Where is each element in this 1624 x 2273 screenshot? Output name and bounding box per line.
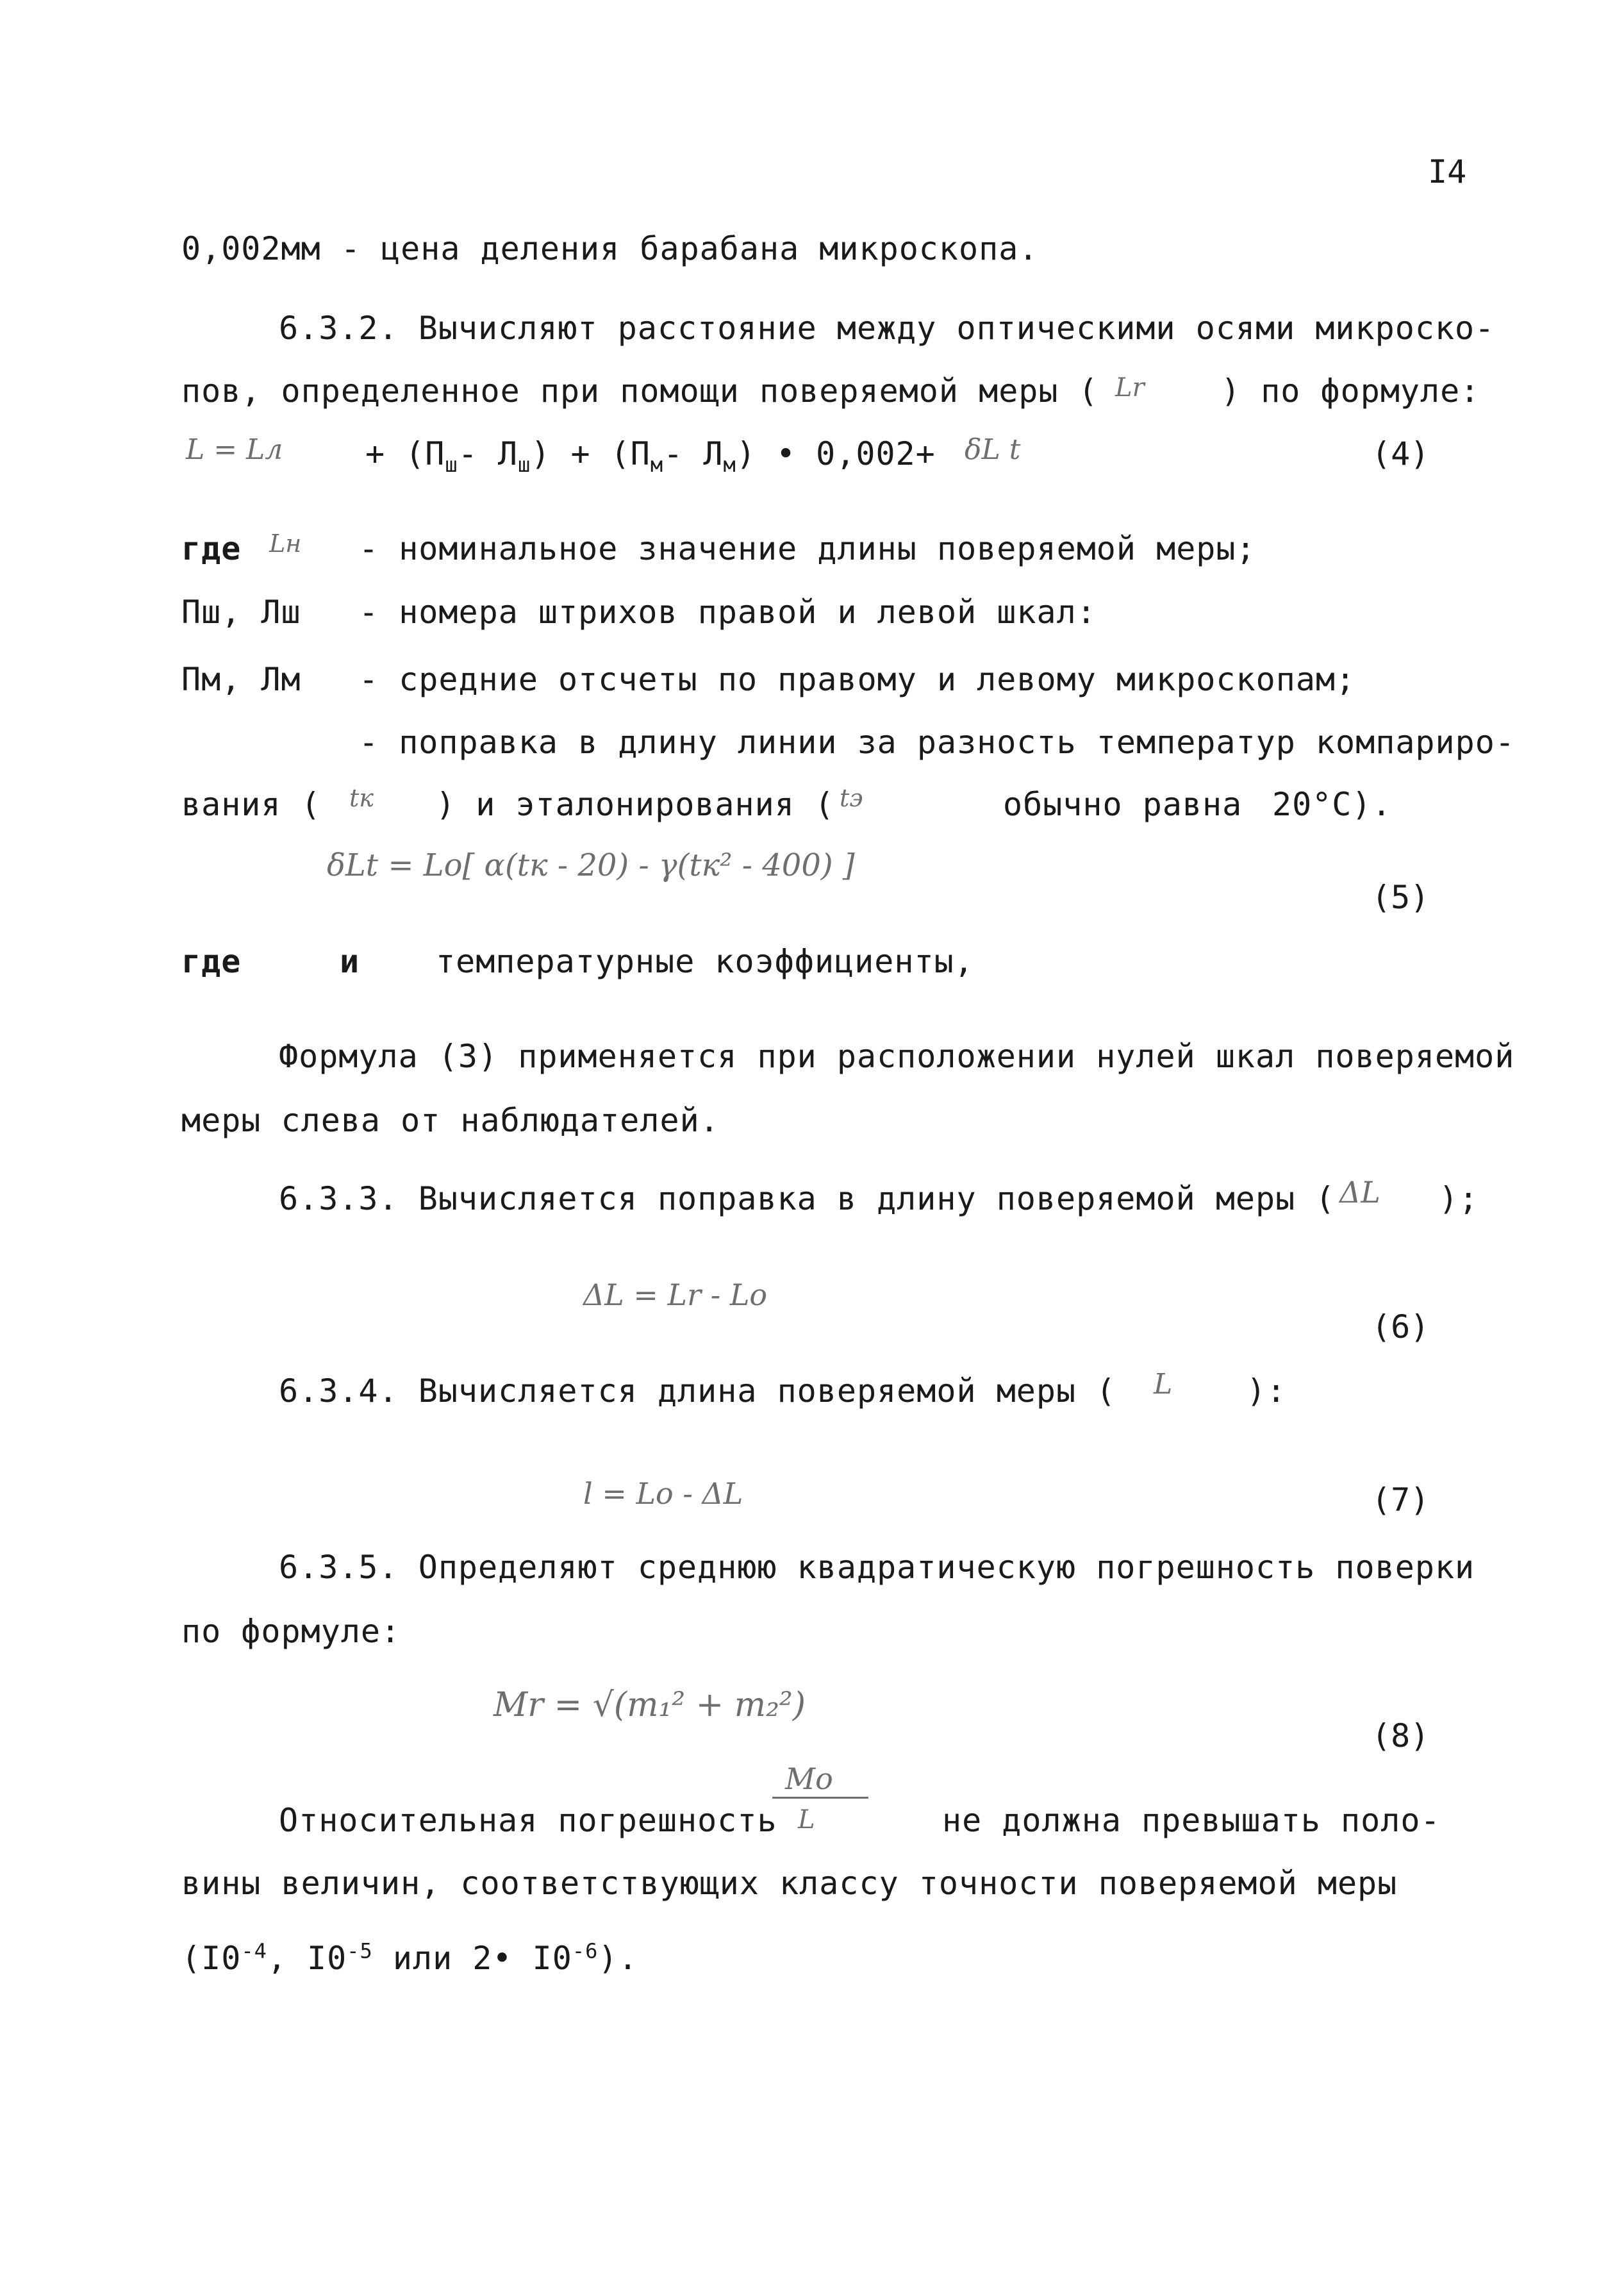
- formula-4-lhs: L = Lл: [186, 433, 283, 466]
- handwritten-l: L: [1154, 1368, 1173, 1401]
- relative-error-line-2: вины величин, соответствующих классу точности поверяемой меры: [181, 1865, 1398, 1902]
- formula-4-tail: δL t: [965, 433, 1021, 466]
- section-6-3-5-line-1: 6.3.5. Определяют среднюю квадратическую погрешность поверки: [279, 1549, 1475, 1586]
- line-9d: 20°С).: [1272, 786, 1392, 823]
- formula-7: l = Lo - ΔL: [583, 1476, 743, 1511]
- formula-8-number: (8): [1371, 1717, 1430, 1754]
- paragraph-formula-3-line-1: Формула (3) применяется при расположении нулей шкал поверяемой: [279, 1038, 1515, 1075]
- where-1-text: - номинальное значение длины поверяемой меры;: [359, 530, 1256, 567]
- formula-4-body: + ($П_ш-$ $Л_ш) + (П_м-$ $Л_м$) • 0,002+: [365, 435, 936, 477]
- formula-5-number: (5): [1371, 879, 1430, 916]
- fraction-numerator: Mo: [785, 1761, 833, 1796]
- fraction-denominator: L: [798, 1805, 815, 1835]
- relative-error-fraction: [772, 1760, 868, 1843]
- text-line-3a: пов, определенное при помощи поверяемой меры (: [181, 372, 1098, 410]
- relative-error-a: Относительная погрешность: [279, 1802, 777, 1839]
- section-6-3-4-a: 6.3.4. Вычисляется длина поверяемой меры (: [279, 1372, 1116, 1410]
- formula-6-number: (6): [1371, 1308, 1430, 1345]
- line-9b: ) и эталонирования (: [436, 786, 835, 823]
- section-6-3-3-a: 6.3.3. Вычисляется поправка в длину поверяемой меры (: [279, 1180, 1336, 1217]
- text-line-3b: ) по формуле:: [1221, 372, 1480, 410]
- where-5-and: и: [340, 943, 360, 980]
- line-9a: вания (: [181, 786, 321, 823]
- page-number: I4: [1428, 153, 1467, 190]
- handwritten-tk: tк: [349, 784, 374, 812]
- formula-4-number: (4): [1371, 435, 1430, 472]
- relative-error-b: не должна превышать поло-: [942, 1802, 1441, 1839]
- text-line-1: 0,002мм - цена деления барабана микроскопа.: [181, 230, 1039, 267]
- line-9c: обычно равна: [1003, 786, 1243, 823]
- handwritten-lr: Lr: [1115, 373, 1145, 403]
- section-6-3-5-line-2: по формуле:: [181, 1613, 401, 1650]
- handwritten-delta-l: ΔL: [1339, 1175, 1380, 1210]
- formula-6: ΔL = Lr - Lo: [583, 1278, 768, 1312]
- handwritten-te: tэ: [840, 784, 863, 812]
- where-3-text: - средние отсчеты по правому и левому микроскопам;: [359, 661, 1356, 698]
- section-6-3-3-b: );: [1439, 1180, 1479, 1217]
- where-2-label: Пш, Лш: [181, 594, 301, 631]
- formula-8: Mr = √(m₁² + m₂²): [493, 1686, 806, 1724]
- where-1-label: где: [181, 530, 242, 567]
- where-5-text: температурные коэффициенты,: [436, 943, 974, 980]
- section-6-3-2-heading: 6.3.2. Вычисляют расстояние между оптическими осями микроско-: [279, 310, 1495, 347]
- formula-7-number: (7): [1371, 1481, 1430, 1519]
- where-4-text: - поправка в длину линии за разность температур компариро-: [359, 724, 1515, 761]
- handwritten-ln: Lн: [269, 529, 302, 558]
- where-3-label: Пм, Лм: [181, 661, 301, 698]
- relative-error-line-3: ($I0^{-4}$, $I0^{-5}$ или 2• $I0^{-6}$).: [181, 1938, 638, 1977]
- where-2-text: - номера штрихов правой и левой шкал:: [359, 594, 1097, 631]
- section-6-3-4-b: ):: [1247, 1372, 1287, 1410]
- fraction-bar: [772, 1797, 868, 1799]
- formula-5: δLt = Lо[ α(tк - 20) - γ(tк² - 400) ]: [327, 847, 855, 883]
- where-5-label: где: [181, 943, 242, 980]
- paragraph-formula-3-line-2: меры слева от наблюдателей.: [181, 1102, 720, 1139]
